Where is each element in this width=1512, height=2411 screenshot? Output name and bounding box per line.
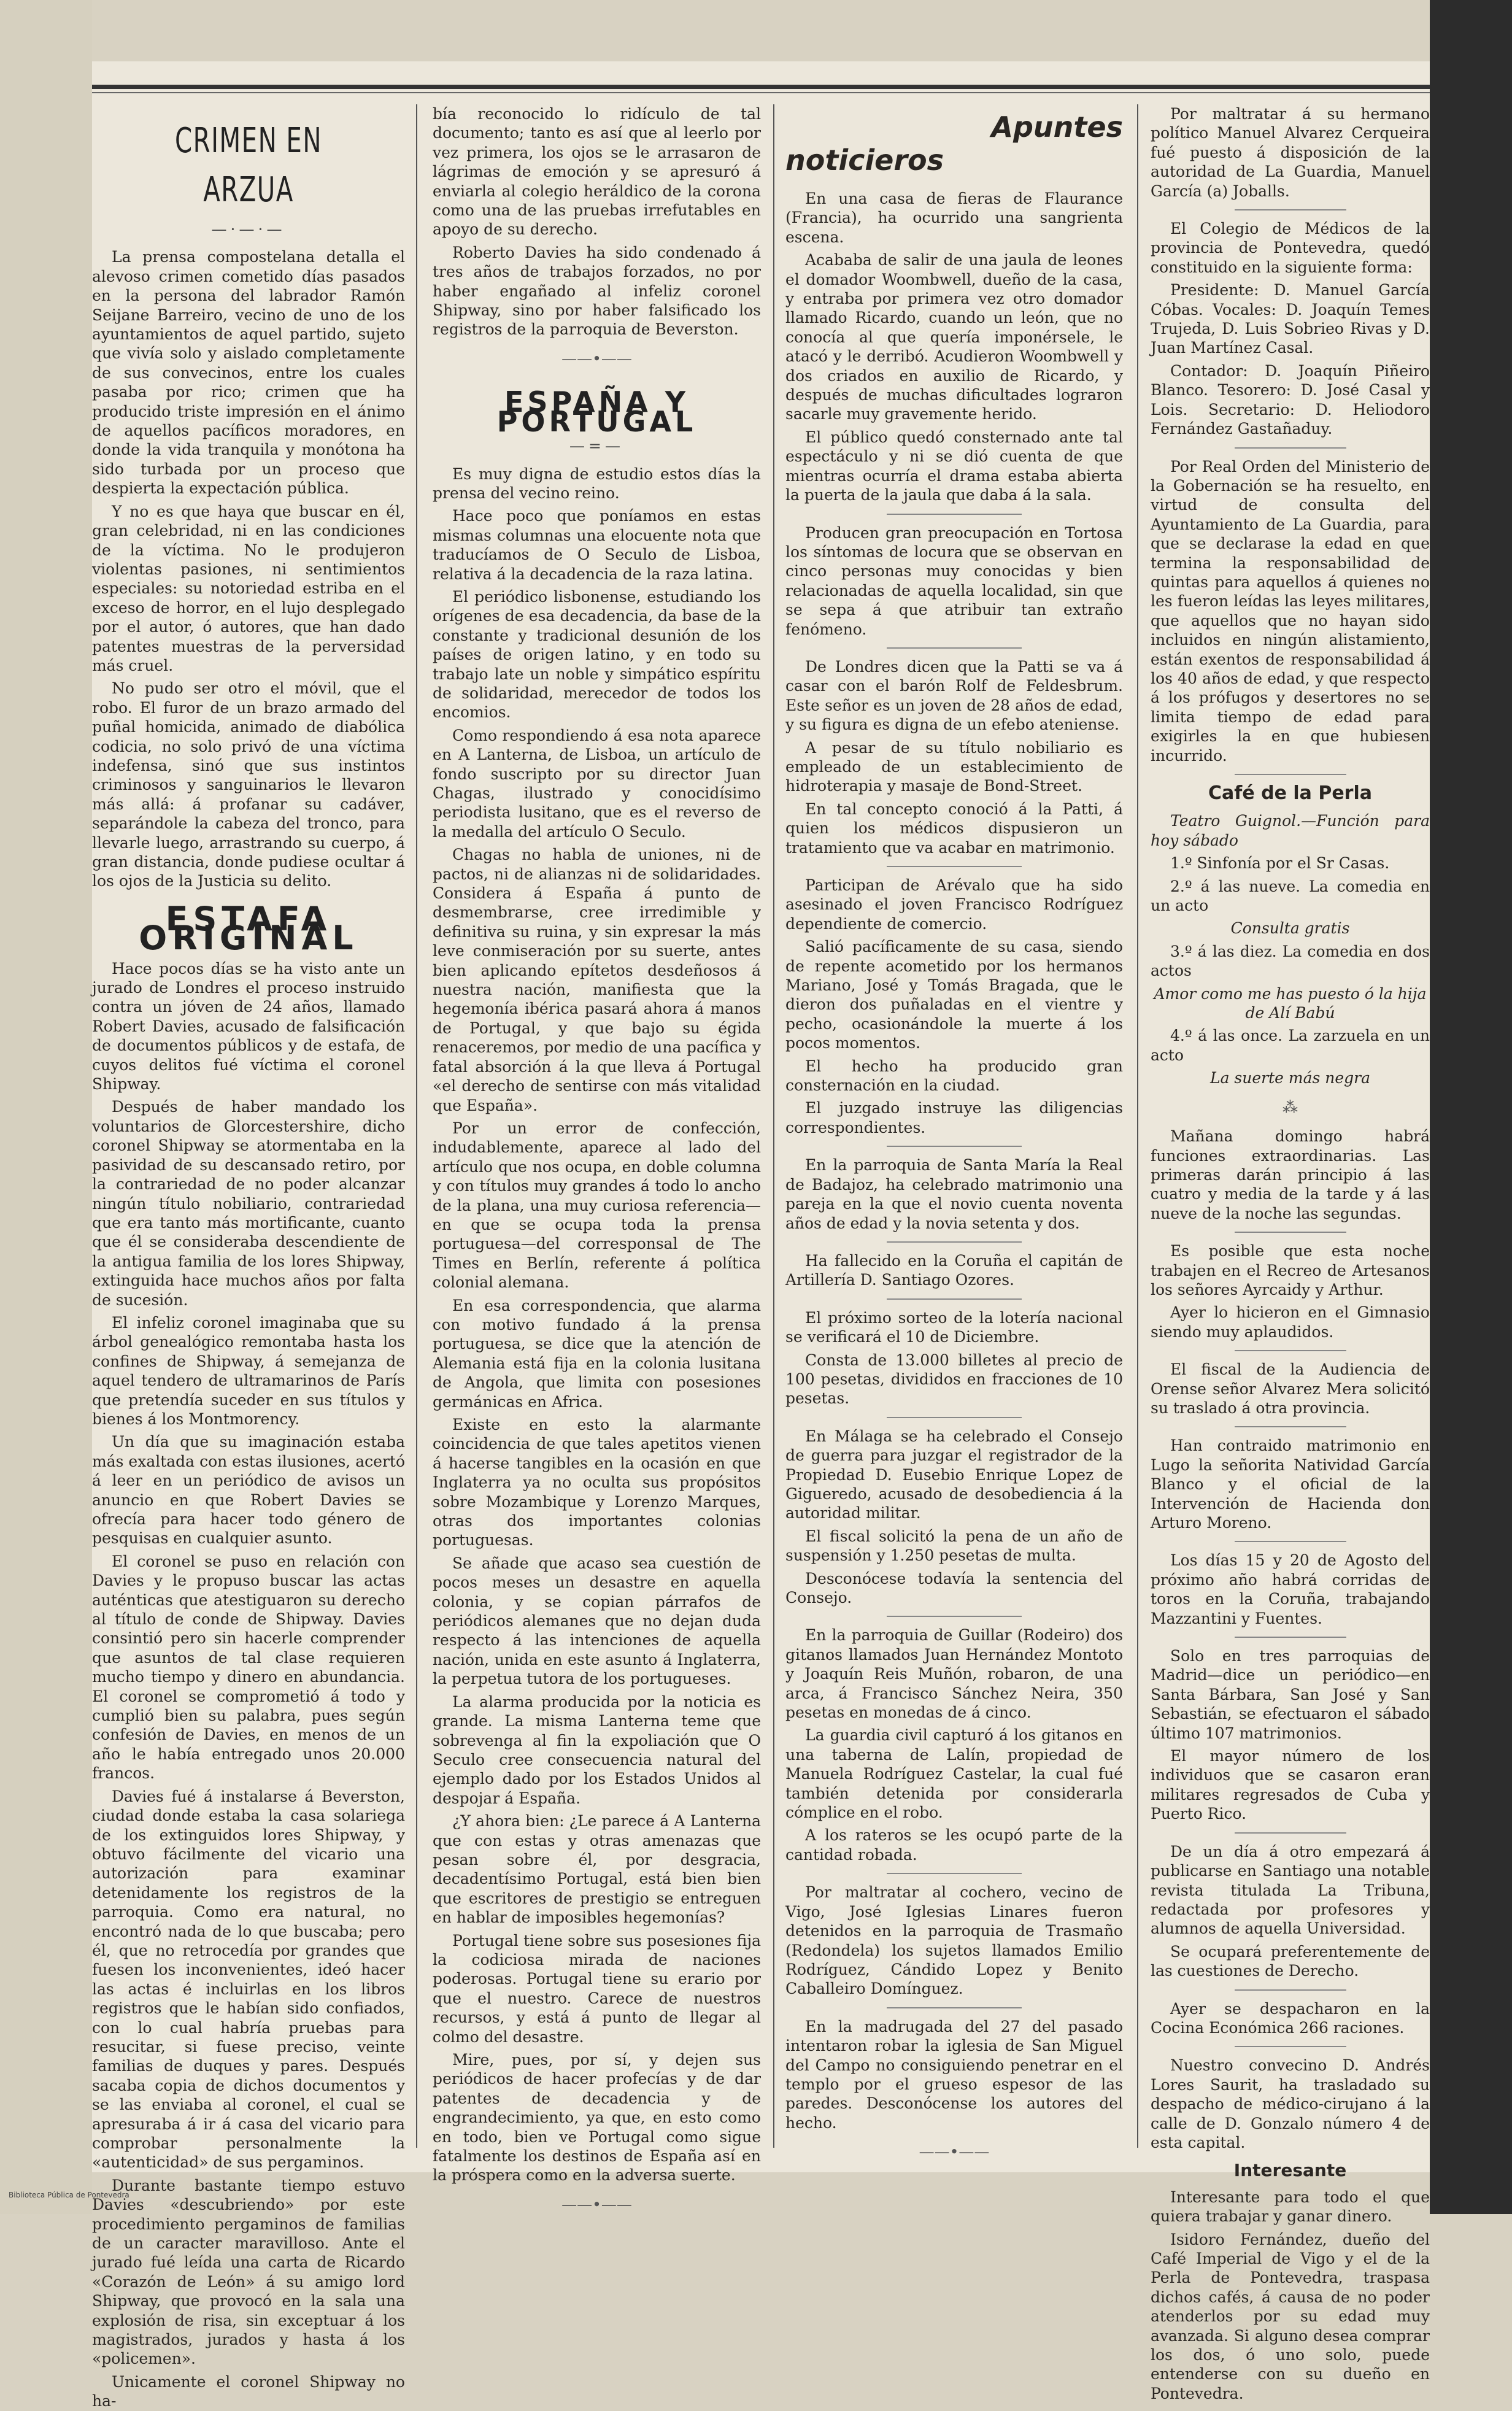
paragraph: Ayer se despacharon en la Cocina Económica 266 raciones. (1151, 1999, 1430, 2037)
column-rule (773, 104, 774, 2148)
separator (1235, 1832, 1346, 1834)
paragraph: Es posible que esta noche trabajen en el Recreo de Artesanos los señores Ayrcaidy y Arthur. (1151, 1242, 1430, 1298)
program-title: Amor como me has puesto ó la hija de Alí Babú (1154, 984, 1427, 1022)
column-3 (785, 104, 1123, 2161)
paragraph: Mire, pues, por sí, y dejen sus periódicos de hacer profecías y de dar patentes de decadencia y de engrandecimiento, ya que, en esto como en todo, bien ve Portugal como sigue fatalmente los destinos de España así en la próspera como en la adversa suerte. (433, 2051, 761, 2185)
paragraph: Participan de Arévalo que ha sido asesinado el joven Francisco Rodríguez dependiente de comercio. (785, 876, 1123, 933)
paragraph: La prensa compostelana detalla el alevoso crimen cometido días pasados en la persona del labrador Ramón Seijane Barreiro, vecino de uno de los ayuntamientos de aquel partido, sujeto que vivía solo y aislado completamente de sus convecinos, entre los cuales pasaba por rico; crimen que ha producido triste impresión en el ánimo de aquellos pacíficos moradores, en donde la vida tranquila y monótona ha sido turbada por un proceso que despierta la expectación pública. (92, 248, 405, 498)
headline-estafa: ESTAFA ORIGINAL (139, 899, 358, 958)
ornament: ⁂ (1282, 1098, 1298, 1116)
paragraph: Los días 15 y 20 de Agosto del próximo año habrá corridas de toros en la Coruña, trabajando Mazzantini y Fuentes. (1151, 1551, 1430, 1627)
headline-cafe-perla: Café de la Perla (1208, 782, 1372, 804)
paragraph: El coronel se puso en relación con Davies y le propuso buscar las actas auténticas que atestiguaron su derecho al título de conde de Shipway. Davies consintió pero sin hacerle comprender que asuntos de tal clase requieren mucho tiempo y dinero en abundancia. El coronel se comprometió á todo y cumplió bien su palabra, pues según confesión de Davies, en menos de un año le había entregado unos 20.000 francos. (92, 1552, 405, 1783)
paragraph: A pesar de su título nobiliario es empleado de un establecimiento de hidroterapia y masaje de Bond-Street. (785, 738, 1123, 795)
program-item: 2.º á las nueve. La comedia en un acto (1151, 877, 1430, 915)
paragraph: Davies fué á instalarse á Beverston, ciudad donde estaba la casa solariega de los extinguidos lores Shipway, y obtuvo fácilmente del vicario una autorización para examinar detenidamente los registros de la parroquia. Como era natural, no encontró nada de lo que buscaba; pero él, que no retrocedía por grandes que fuesen los inconvenientes, ideó hacer las actas é incluirlas en los libros registros que le habían sido confiados, con lo cual habría pruebas para resucitar, si fuese preciso, veinte familias de duques y pares. Después sacaba copia de dichos documentos y se las enviaba al coronel, el cual se apresuraba á ir á casa del vicario para comprobar personalmente la «autenticidad» de sus pergaminos. (92, 1787, 405, 2172)
separator (887, 866, 1022, 867)
column-2 (433, 104, 761, 2213)
paragraph: Producen gran preocupación en Tortosa los síntomas de locura que se observan en cinco personas muy conocidas y bien relacionadas de aquella localidad, sin que se sepa á que atribuir tan extraño fenómeno. (785, 523, 1123, 638)
paragraph: El Colegio de Médicos de la provincia de Pontevedra, quedó constituido en la siguiente forma: (1151, 220, 1430, 276)
paragraph: Consta de 13.000 billetes al precio de 100 pesetas, divididos en fracciones de 10 pesetas. (785, 1351, 1123, 1408)
paragraph: Portugal tiene sobre sus posesiones fija la codiciosa mirada de naciones poderosas. Portugal tiene su erario por que el nuestro. Carece de nuestros recursos, y está á punto de llegar al colmo del desastre. (433, 1931, 761, 2046)
paragraph: Existe en esto la alarmante coincidencia de que tales apetitos vienen á hacerse tangibles en la ocasión en que Inglaterra ya no oculta sus propósitos sobre Mozambique y Lorenzo Marques, otras dos importantes colonias portuguesas. (433, 1416, 761, 1549)
paragraph: Por maltratar á su hermano político Manuel Alvarez Cerqueira fué puesto á disposición de la autoridad de La Guardia, Manuel García (a) Joballs. (1151, 105, 1430, 200)
header-rule-thin (92, 92, 1430, 93)
ornament: ——•—— (561, 349, 632, 368)
separator (1235, 774, 1346, 775)
headline-crimen: CRIMEN EN ARZUA (175, 121, 322, 210)
paragraph: Por maltratar al cochero, vecino de Vigo, José Iglesias Linares fueron detenidos en la parroquia de Trasmaño (Redondela) los sujetos llamados Emilio Rodríguez, Cándido Lopez y Benito Caballeiro Domínguez. (785, 1883, 1123, 1998)
separator (1235, 1426, 1346, 1427)
scan-margin-left (0, 0, 92, 2214)
paragraph: Teatro Guignol.—Función para hoy sábado (1151, 812, 1430, 849)
program-item: 3.º á las diez. La comedia en dos actos (1151, 942, 1430, 980)
paragraph: Se ocupará preferentemente de las cuestiones de Derecho. (1151, 1942, 1430, 1980)
paragraph: Unicamente el coronel Shipway no ha- (92, 2372, 405, 2410)
ornament: ——•—— (561, 2195, 632, 2213)
headline-interesante: Interesante (1233, 2160, 1347, 2181)
paragraph: Mañana domingo habrá funciones extraordinarias. Las primeras darán principio á las cuatro y media de la tarde y á las nueve de la noche las segundas. (1151, 1127, 1430, 1222)
paragraph: Acababa de salir de una jaula de leones el domador Woombwell, dueño de la casa, y entraba por primera vez otro domador llamado Ricardo, cuando un león, que no conocía al que quería imponérsele, le atacó y le derribó. Acudieron Woombwell y dos criados en auxilio de Ricardo, y después de muchas dificultades lograron sacarle muy gravemente herido. (785, 251, 1123, 423)
header-rule (92, 85, 1430, 89)
paragraph: Nuestro convecino D. Andrés Lores Saurit, ha trasladado su despacho de médico-cirujano á la calle de D. Gonzalo número 4 de esta capital. (1151, 2056, 1430, 2151)
paragraph: Y no es que haya que buscar en él, gran celebridad, ni en las condiciones de la víctima. No le produjeron violentas pasiones, ni sentimientos especiales: su notoriedad estriba en el exceso de horror, en el lujo desplegado por el autor, ó autores, que han dado patentes muestras de la perversidad más cruel. (92, 502, 405, 674)
paragraph: Desconócese todavía la sentencia del Consejo. (785, 1569, 1123, 1607)
paragraph: No pudo ser otro el móvil, que el robo. El furor de un brazo armado del puñal homicida, animado de diabólica codicia, no solo privó de una víctima indefensa, sinó que sus instintos criminosos y sanguinarios le llevaron más allá: á profanar su cadáver, separándole la cabeza del tronco, para llevarle luego, arrastrando su cuerpo, á gran distancia, donde pudiese ocultar á los ojos de la Justicia su delito. (92, 679, 405, 890)
paragraph: En tal concepto conoció á la Patti, á quien los médicos dispusieron un tratamiento que va acabar en matrimonio. (785, 800, 1123, 857)
paragraph: Han contraido matrimonio en Lugo la señorita Natividad García Blanco y el oficial de la Intervención de Hacienda don Arturo Moreno. (1151, 1437, 1430, 1532)
newspaper-page (92, 61, 1430, 2410)
paragraph: Ha fallecido en la Coruña el capitán de Artillería D. Santiago Ozores. (785, 1251, 1123, 1289)
separator (887, 1298, 1022, 1300)
paragraph: Hace pocos días se ha visto ante un jurado de Londres el proceso instruido contra un jóven de 24 años, llamado Robert Davies, acusado de falsificación de documentos públicos y de estafa, de cuyos delitos fué víctima el coronel Shipway. (92, 959, 405, 1094)
column-rule (416, 104, 417, 2148)
paragraph: En la parroquia de Santa María la Real de Badajoz, ha celebrado matrimonio una pareja en la que el novio cuenta noventa años de edad y la novia setenta y dos. (785, 1156, 1123, 1232)
paragraph: Contador: D. Joaquín Piñeiro Blanco. Tesorero: D. José Casal y Lois. Secretario: D. Heliodoro Fernández Gastañaduy. (1151, 361, 1430, 438)
paragraph: El próximo sorteo de la lotería nacional se verificará el 10 de Diciembre. (785, 1308, 1123, 1346)
separator (1235, 447, 1346, 449)
paragraph: Después de haber mandado los voluntarios de Glorcestershire, dicho coronel Shipway se atormentaba en la pasividad de su descansado retiro, por la contrariedad de no poder alcanzar ningún título nobiliario, contrariedad que era tanto más mortificante, cuanto que él se consideraba descendiente de la antigua familia de los lores Shipway, extinguida hace muchos años por falta de sucesión. (92, 1098, 405, 1309)
separator (887, 514, 1022, 515)
separator (887, 1873, 1022, 1874)
headline-espana-portugal: ESPAÑA Y PORTUGAL (496, 385, 697, 438)
separator (887, 1417, 1022, 1418)
paragraph: En esa correspondencia, que alarma con motivo fundado á la prensa portuguesa, se dice que la atención de Alemania está fija en la colonia lusitana de Angola, que limita con posesiones germánicas en Africa. (433, 1296, 761, 1411)
scan-margin-right (1430, 0, 1512, 2214)
column-4 (1151, 104, 1430, 2402)
paragraph: En Málaga se ha celebrado el Consejo de guerra para juzgar el registrador de la Propiedad D. Eusebio Enrique Lopez de Gigueredo, acusado de desobediencia á la autoridad militar. (785, 1427, 1123, 1522)
paragraph: Presidente: D. Manuel García Cóbas. Vocales: D. Joaquín Temes Trujeda, D. Luis Sobrieo Rivas y D. Juan Martínez Casal. (1151, 281, 1430, 357)
separator (887, 2007, 1022, 2008)
separator (887, 1146, 1022, 1147)
paragraph: Ayer lo hicieron en el Gimnasio siendo muy aplaudidos. (1151, 1303, 1430, 1341)
paragraph: El fiscal solicitó la pena de un año de suspensión y 1.250 pesetas de multa. (785, 1527, 1123, 1565)
headline-noticieros-word: noticieros (785, 144, 944, 177)
paragraph: Es muy digna de estudio estos días la prensa del vecino reino. (433, 465, 761, 502)
paragraph: El público quedó consternado ante tal espectáculo y ni se dió cuenta de que mientras ocurría el drama estaba abierta la puerta de la jaula que daba á la sala. (785, 428, 1123, 504)
paragraph: El fiscal de la Audiencia de Orense señor Alvarez Mera solicitó su traslado á otra provincia. (1151, 1360, 1430, 1417)
paragraph: Hace poco que poníamos en estas mismas columnas una elocuente nota que traducíamos de O Seculo de Lisboa, relativa á la decadencia de la raza latina. (433, 507, 761, 583)
column-rule (1137, 104, 1138, 2148)
headline-apuntes-noticieros (785, 110, 1123, 177)
paragraph: Salió pacíficamente de su casa, siendo de repente acometido por los hermanos Mariano, José y Tomás Bragada, que le dieron dos puñaladas en el vientre y pecho, ocasionándole la muerte á los pocos momentos. (785, 938, 1123, 1052)
separator (1235, 209, 1346, 210)
paragraph: Chagas no habla de uniones, ni de pactos, ni de alianzas ni de solidaridades. Considera á España á punto de desmembrarse, cree irredimible y definitiva su ruina, y sin expresar la más leve conmiseración por su suerte, antes bien aplicando epítetos desdeñosos á nuestra nación, manifiesta que la hegemonía ibérica pasará ahora á manos de Portugal, y que bajo su égida renaceremos, por medio de una pacífica y fatal absorción á la que lleva á Portugal «el derecho de sentirse con más vitalidad que España». (433, 846, 761, 1114)
paragraph: En la madrugada del 27 del pasado intentaron robar la iglesia de San Miguel del Campo no consiguiendo penetrar en el templo por el grueso espesor de las paredes. Desconócense los autores del hecho. (785, 2017, 1123, 2132)
program-item: 4.º á las once. La zarzuela en un acto (1151, 1027, 1430, 1064)
paragraph: Isidoro Fernández, dueño del Café Imperial de Vigo y el de la Perla de Pontevedra, traspasa dichos cafés, á causa de no poder atenderlos por su edad muy avanzada. Si alguno desea comprar los dos, ó uno solo, puede entenderse con su dueño en Pontevedra. (1151, 2230, 1430, 2402)
ornament: —·—·— (211, 220, 286, 238)
ornament: —=— (569, 437, 624, 455)
paragraph: De un día á otro empezará á publicarse en Santiago una notable revista titulada La Tribuna, redactada por profesores y alumnos de aquella Universidad. (1151, 1842, 1430, 1938)
paragraph: Interesante para todo el que quiera trabajar y ganar dinero. (1151, 2188, 1430, 2226)
paragraph: En una casa de fieras de Flaurance (Francia), ha ocurrido una sangrienta escena. (785, 190, 1123, 246)
paragraph: De Londres dicen que la Patti se va á casar con el barón Rolf de Feldesbrum. Este señor es un joven de 28 años de edad, y su figura es digna de un efebo ateniense. (785, 657, 1123, 734)
paragraph: En la parroquia de Guillar (Rodeiro) dos gitanos llamados Juan Hernández Montoto y Joaquín Reis Muñón, robaron, de una arca, á Francisco Sánchez Neira, 350 pesetas en monedas de á cinco. (785, 1626, 1123, 1722)
paragraph: A los rateros se les ocupó parte de la cantidad robada. (785, 1826, 1123, 1864)
separator (887, 647, 1022, 649)
paragraph: El mayor número de los individuos que se casaron eran militares regresados de Cuba y Puerto Rico. (1151, 1747, 1430, 1823)
paragraph: La alarma producida por la noticia es grande. La misma Lanterna teme que sobrevenga al fin la expoliación que O Seculo cree consecuencia natural del ejemplo dado por los Estados Unidos al despojar á España. (433, 1692, 761, 1807)
paragraph: El periódico lisbonense, estudiando los orígenes de esa decadencia, da base de la constante y tradicional desunión de los países de origen latino, y en todo su trabajo late un noble y simpático espíritu de solidaridad, merecedor de todos los encomios. (433, 587, 761, 722)
separator (1235, 1541, 1346, 1542)
paragraph: Por un error de confección, indudablemente, aparece al lado del artículo que nos ocupa, en doble columna y con títulos muy grandes á todo lo ancho de la plana, una muy curiosa referencia—en que se ocupa toda la prensa portuguesa—del corresponsal de The Times en Berlín, referente á política colonial alemana. (433, 1119, 761, 1292)
paragraph: Un día que su imaginación estaba más exaltada con estas ilusiones, acertó á leer en un periódico de avisos un anuncio en que Robert Davies se ofrecía para hacer todo género de pesquisas en cualquier asunto. (92, 1433, 405, 1548)
column-1 (92, 104, 405, 2410)
paragraph: Como respondiendo á esa nota aparece en A Lanterna, de Lisboa, un artículo de fondo suscripto por su director Juan Chagas, ilustrado y conocidísimo periodista lusitano, que es el reverso de la medalla del artículo O Seculo. (433, 726, 761, 841)
paragraph: El hecho ha producido gran consternación en la ciudad. (785, 1057, 1123, 1095)
paragraph: La guardia civil capturó á los gitanos en una taberna de Lalín, propiedad de Manuela Rodríguez Castelar, la cual fué también detenida por considerarla cómplice en el robo. (785, 1726, 1123, 1822)
paragraph: bía reconocido lo ridículo de tal documento; tanto es así que al leerlo por vez primera, los ojos se le arrasaron de lágrimas de emoción y se apresuró á enviarla al colegio heráldico de la corona como una de las pruebas irrefutables en apoyo de su derecho. (433, 105, 761, 239)
headline-apuntes-word: Apuntes (991, 110, 1123, 144)
paragraph: Por Real Orden del Ministerio de la Gobernación se ha resuelto, en virtud de consulta del Ayuntamiento de La Guardia, para que se declarase la edad en que termina la responsabilidad de quintas para aquellos á quienes no les fueron leídas las leyes militares, que aquellos que no hayan sido incluidos en ningún alistamiento, están exentos de responsabilidad á los 40 años de edad, y que respecto á los prófugos y desertores no se limita tiempo de edad para exigirles la en que hubiesen incurrido. (1151, 457, 1430, 765)
separator (1235, 1637, 1346, 1638)
program-title: Consulta gratis (1230, 919, 1350, 938)
paragraph: Se añade que acaso sea cuestión de pocos meses un desastre en aquella colonia, y se copian párrafos de periódicos alemanes que no dejan duda respecto á las intenciones de aquella nación, unida en este asunto á Inglaterra, la perpetua tutora de los portugueses. (433, 1554, 761, 1688)
program-item: 1.º Sinfonía por el Sr Casas. (1170, 854, 1390, 873)
separator (887, 1616, 1022, 1617)
library-footer: Biblioteca Pública de Pontevedra (9, 2191, 129, 2199)
paragraph: ¿Y ahora bien: ¿Le parece á A Lanterna que con estas y otras amenazas que pesan sobre él, por desgracia, decadentísimo Portugal, está bien bien que escritores de prestigio se entreguen en hablar de imposibles hegemonías? (433, 1812, 761, 1927)
separator (1235, 1232, 1346, 1233)
paragraph: El infeliz coronel imaginaba que su árbol genealógico remontaba hasta los confines de Shipway, á semejanza de aquel tendero de ultramarinos de París que pretendía suceder en sus títulos y bienes á los Montmorency. (92, 1313, 405, 1428)
separator (1235, 1989, 1346, 1991)
separator (1235, 2046, 1346, 2047)
separator (887, 1241, 1022, 1243)
paragraph: El juzgado instruye las diligencias correspondientes. (785, 1099, 1123, 1136)
ornament: ——•—— (919, 2143, 990, 2161)
paragraph: Roberto Davies ha sido condenado á tres años de trabajos forzados, no por haber engañado al infeliz coronel Shipway, sino por haber falsificado los registros de la parroquia de Beverston. (433, 243, 761, 339)
separator (1235, 1350, 1346, 1351)
paragraph: Solo en tres parroquias de Madrid—dice un periódico—en Santa Bárbara, San José y San Sebastián, se efectuaron el sábado último 107 matrimonios. (1151, 1647, 1430, 1742)
paragraph: Durante bastante tiempo estuvo Davies «descubriendo» por este procedimiento pergaminos de familias de un caracter maravilloso. Ante el jurado fué leída una carta de Ricardo «Corazón de León» á su amigo lord Shipway, que provocó en la sala una explosión de risa, sin exceptuar á los magistrados, jurados y hasta á los «policemen». (92, 2176, 405, 2368)
program-title: La suerte más negra (1209, 1069, 1371, 1087)
